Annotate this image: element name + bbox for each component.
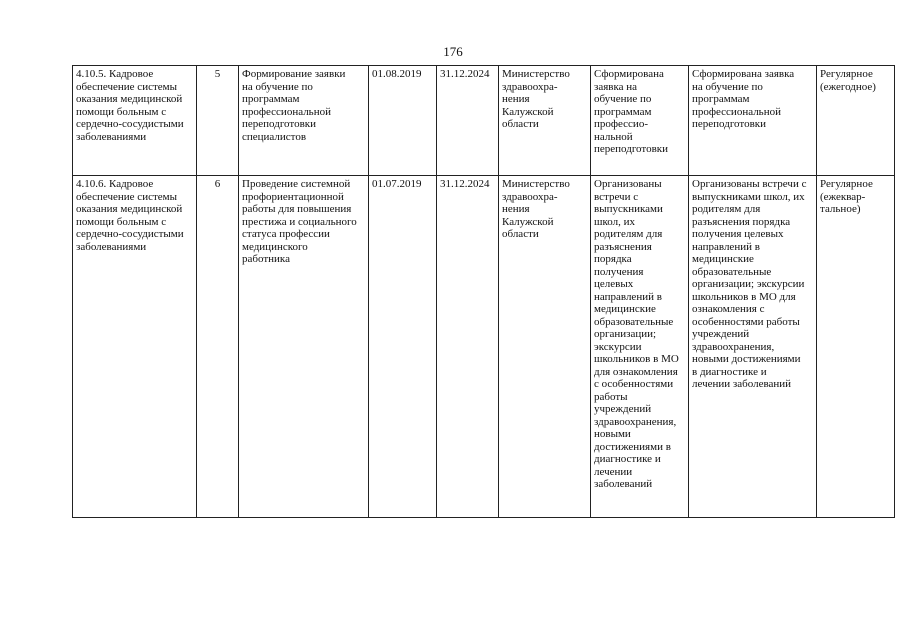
cell-line: направлений в [692, 240, 760, 253]
cell-line: заявка на [594, 80, 638, 93]
cell-line: школьников в МО [594, 353, 679, 365]
cell-line: ознакомления с [692, 303, 765, 315]
cell-line: образовательные [594, 315, 674, 328]
cell-line: Министерство [502, 68, 570, 80]
cell-line: (ежеквар- [820, 190, 866, 203]
cell-line: Министерство [502, 178, 570, 190]
cell-line: образовательные [692, 265, 772, 278]
table-row [73, 176, 895, 518]
cell-executor [499, 66, 591, 176]
cell-line: Организованы [594, 178, 662, 190]
cell-line: экскурсии [594, 340, 642, 353]
cell-line: переподготовки [242, 118, 316, 130]
cell-line: учреждений [594, 403, 652, 415]
cell-activity [239, 66, 369, 176]
cell-line: родителям для [594, 228, 663, 240]
cell-line: особенностями работы [692, 315, 800, 328]
cell-line: Организованы встречи с [692, 178, 807, 190]
cell-number: 6 [197, 176, 239, 518]
cell-line: профориентационной [242, 190, 344, 203]
cell-line: Сформирована заявка [692, 68, 795, 80]
cell-line: школьников в МО для [692, 290, 796, 303]
cell-line: на обучение по [692, 80, 763, 93]
cell-line: статуса профессии [242, 228, 330, 240]
cell-line: престижа и социального [242, 215, 357, 228]
cell-line: заболеваниями [76, 130, 147, 143]
cell-line: разъяснения порядка [692, 215, 791, 228]
cell-frequency [817, 66, 895, 176]
cell-line: оказания медицинской [76, 203, 183, 215]
cell-line: профессиональной [692, 105, 781, 118]
cell-line: профессио- [594, 118, 648, 130]
cell-frequency [817, 176, 895, 518]
cell-line: получения целевых [692, 228, 784, 240]
cell-line: помощи больным с [76, 215, 167, 228]
cell-line: 4.10.5. Кадровое [76, 68, 154, 80]
cell-line: специалистов [242, 130, 307, 143]
cell-line: направлений в [594, 290, 662, 303]
cell-line: с особенностями [594, 378, 674, 390]
measures-table [72, 65, 895, 518]
cell-end-date: 31.12.2024 [437, 66, 499, 176]
cell-line: здравоохранения, [692, 340, 775, 353]
cell-result [591, 66, 689, 176]
cell-line: выпускниками школ, их [692, 190, 805, 203]
cell-line: выпускниками [594, 203, 663, 215]
cell-line: учреждений [692, 328, 750, 340]
cell-line: работника [242, 253, 290, 265]
cell-start-date: 01.08.2019 [369, 66, 437, 176]
cell-line: порядка [594, 253, 632, 265]
cell-line: обеспечение системы [76, 80, 177, 93]
cell-line: новыми [594, 428, 631, 440]
cell-line: Формирование заявки [242, 68, 346, 80]
cell-line: здравоохра- [502, 80, 558, 93]
cell-line: для ознакомления [594, 365, 678, 378]
cell-line: тальное) [820, 203, 861, 215]
cell-line: на обучение по [242, 80, 313, 93]
cell-line: в диагностике и [692, 365, 767, 378]
cell-line: Регулярное [820, 178, 873, 190]
cell-line: нения [502, 203, 530, 215]
cell-line: нальной [594, 130, 633, 143]
table-row [73, 66, 895, 176]
cell-line: встречи с [594, 190, 639, 203]
cell-line: области [502, 228, 539, 240]
cell-line: целевых [594, 278, 634, 290]
cell-number: 5 [197, 66, 239, 176]
cell-line: сердечно-сосудистыми [76, 228, 184, 240]
cell-line: оказания медицинской [76, 93, 183, 105]
cell-line: диагностике и [594, 453, 661, 465]
cell-start-date: 01.07.2019 [369, 176, 437, 518]
cell-line: здравоохранения, [594, 415, 677, 428]
cell-end-date: 31.12.2024 [437, 176, 499, 518]
cell-line: получения [594, 265, 644, 278]
cell-line: организации; [594, 328, 657, 340]
cell-section [73, 66, 197, 176]
cell-line: заболеваниями [76, 240, 147, 253]
cell-indicator [689, 176, 817, 518]
cell-line: медицинского [242, 240, 308, 253]
cell-activity [239, 176, 369, 518]
cell-line: медицинские [594, 303, 656, 315]
cell-line: помощи больным с [76, 105, 167, 118]
cell-line: здравоохра- [502, 190, 558, 203]
cell-line: Проведение системной [242, 178, 351, 190]
cell-line: новыми достижениями [692, 353, 801, 365]
cell-line: достижениями в [594, 440, 671, 453]
cell-line: программам [242, 93, 300, 105]
cell-line: работы для повышения [242, 203, 352, 215]
cell-line: программам [594, 105, 652, 118]
cell-line: нения [502, 93, 530, 105]
cell-line: Регулярное [820, 68, 873, 80]
cell-line: Калужской [502, 215, 554, 228]
cell-line: лечении [594, 465, 633, 478]
cell-line: Калужской [502, 105, 554, 118]
page-number: 176 [443, 44, 463, 59]
cell-line: сердечно-сосудистыми [76, 118, 184, 130]
cell-line: родителям для [692, 203, 761, 215]
cell-line: школ, их [594, 215, 635, 228]
cell-indicator [689, 66, 817, 176]
cell-line: переподготовки [594, 143, 668, 155]
cell-line: организации; экскурсии [692, 278, 805, 290]
cell-section [73, 176, 197, 518]
cell-line: 4.10.6. Кадровое [76, 178, 154, 190]
cell-line: обеспечение системы [76, 190, 177, 203]
cell-line: лечении заболеваний [692, 378, 792, 390]
cell-line: программам [692, 93, 750, 105]
cell-line: переподготовки [692, 118, 766, 130]
cell-line: заболеваний [594, 478, 653, 490]
cell-line: медицинские [692, 253, 754, 265]
cell-line: работы [594, 390, 628, 403]
cell-executor [499, 176, 591, 518]
cell-line: обучение по [594, 93, 652, 105]
cell-line: (ежегодное) [820, 80, 876, 93]
cell-line: профессиональной [242, 105, 331, 118]
cell-result [591, 176, 689, 518]
cell-line: Сформирована [594, 68, 664, 80]
cell-line: разъяснения [594, 240, 652, 253]
cell-line: области [502, 118, 539, 130]
